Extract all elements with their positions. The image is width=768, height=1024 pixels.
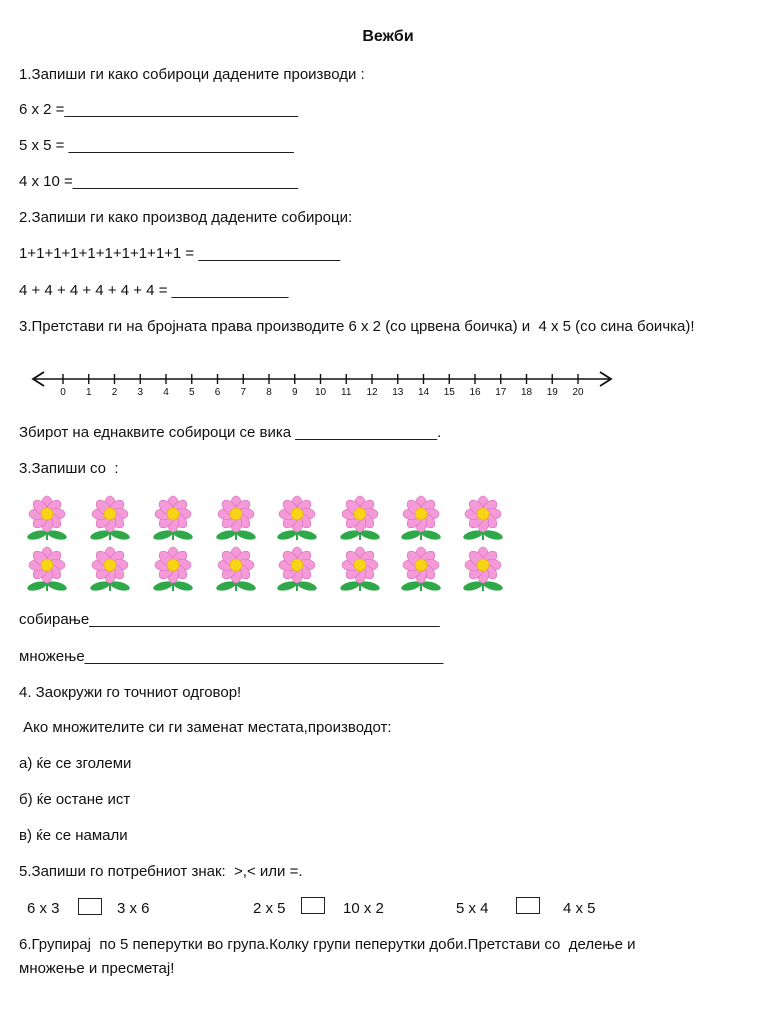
section1-line[interactable]: 5 x 5 = ___________________________ — [19, 137, 294, 154]
page-title: Вежби — [362, 28, 414, 45]
section4-heading: 4. Заокружи го точниот одговор! — [19, 684, 242, 701]
number-line-label: 14 — [417, 387, 430, 398]
flower-icon — [453, 545, 513, 595]
answer-option-b[interactable]: б) ќе остане ист — [19, 791, 131, 808]
number-line-label: 17 — [495, 387, 507, 398]
flower-icon — [391, 545, 451, 595]
section1-line[interactable]: 4 x 10 =___________________________ — [19, 173, 299, 190]
number-line-label: 1 — [85, 387, 92, 398]
number-line-label: 19 — [546, 387, 558, 398]
flower-icon — [80, 545, 140, 595]
number-line-label: 7 — [240, 387, 247, 398]
answer-option-a[interactable]: а) ќе се зголеми — [19, 755, 132, 772]
multiplication-line[interactable]: множење___________________________________________ — [19, 648, 444, 665]
number-line-label: 0 — [60, 387, 66, 398]
number-line-label: 15 — [443, 387, 455, 398]
number-line-label: 12 — [366, 387, 378, 398]
number-line[interactable] — [28, 363, 618, 403]
number-line-label: 18 — [520, 387, 533, 398]
section4-question: Ако множителите си ги заменат местата,производот: — [19, 719, 392, 736]
number-line-label: 10 — [314, 387, 327, 398]
comparison-right: 10 x 2 — [343, 900, 384, 917]
sum-sentence[interactable]: Збирот на еднаквите собироци се вика _________________. — [19, 424, 442, 441]
comparison-answer-box[interactable] — [78, 898, 102, 915]
number-line-label: 4 — [163, 387, 169, 398]
flower-icon — [17, 545, 77, 595]
section6-line: множење и пресметај! — [19, 960, 175, 977]
flower-icon — [17, 494, 77, 544]
comparison-answer-box[interactable] — [301, 897, 325, 914]
number-line-label: 5 — [188, 387, 195, 398]
number-line-label: 13 — [392, 387, 404, 398]
answer-option-c[interactable]: в) ќе се намали — [19, 827, 128, 844]
flower-icon — [453, 494, 513, 544]
comparison-answer-box[interactable] — [516, 897, 540, 914]
section2-heading: 2.Запиши ги како производ дадените собироци: — [19, 209, 353, 226]
flower-icon — [206, 545, 266, 595]
section2-line[interactable]: 4 + 4 + 4 + 4 + 4 + 4 = ______________ — [19, 282, 289, 299]
addition-line[interactable]: собирање__________________________________________ — [19, 611, 440, 628]
flower-icon — [143, 494, 203, 544]
number-line-label: 8 — [266, 387, 272, 398]
flower-icon — [391, 494, 451, 544]
flower-icon — [330, 545, 390, 595]
comparison-right: 3 x 6 — [117, 900, 150, 917]
comparison-right: 4 x 5 — [563, 900, 596, 917]
flower-icon — [143, 545, 203, 595]
comparison-left: 2 x 5 — [253, 900, 286, 917]
flower-icon — [267, 494, 327, 544]
section2-line[interactable]: 1+1+1+1+1+1+1+1+1+1 = _________________ — [19, 245, 341, 262]
flower-icon — [206, 494, 266, 544]
section3b-heading: 3.Запиши со : — [19, 460, 119, 477]
section1-line[interactable]: 6 x 2 =____________________________ — [19, 101, 299, 118]
number-line-label: 2 — [111, 387, 118, 398]
flower-icon — [80, 494, 140, 544]
number-line-label: 6 — [214, 387, 221, 398]
flower-icon — [330, 494, 390, 544]
comparison-left: 6 x 3 — [27, 900, 60, 917]
number-line-label: 3 — [137, 387, 144, 398]
number-line-label: 11 — [341, 387, 352, 398]
flower-icon — [267, 545, 327, 595]
section5-heading: 5.Запиши го потребниот знак: >,< или =. — [19, 863, 303, 880]
section6-line: 6.Групирај по 5 пеперутки во група.Колку групи пеперутки доби.Претстави со делење и — [19, 936, 636, 953]
number-line-label: 9 — [291, 387, 298, 398]
number-line-label: 16 — [469, 387, 481, 398]
flower-grid — [17, 492, 511, 594]
number-line-label: 20 — [572, 387, 584, 398]
section1-heading: 1.Запиши ги како собироци дадените производи : — [19, 66, 365, 83]
section3-heading: 3.Претстави ги на бројната права производите 6 x 2 (со црвена боичка) и 4 x 5 (со сина боичка)! — [19, 318, 695, 335]
comparison-left: 5 x 4 — [456, 900, 489, 917]
